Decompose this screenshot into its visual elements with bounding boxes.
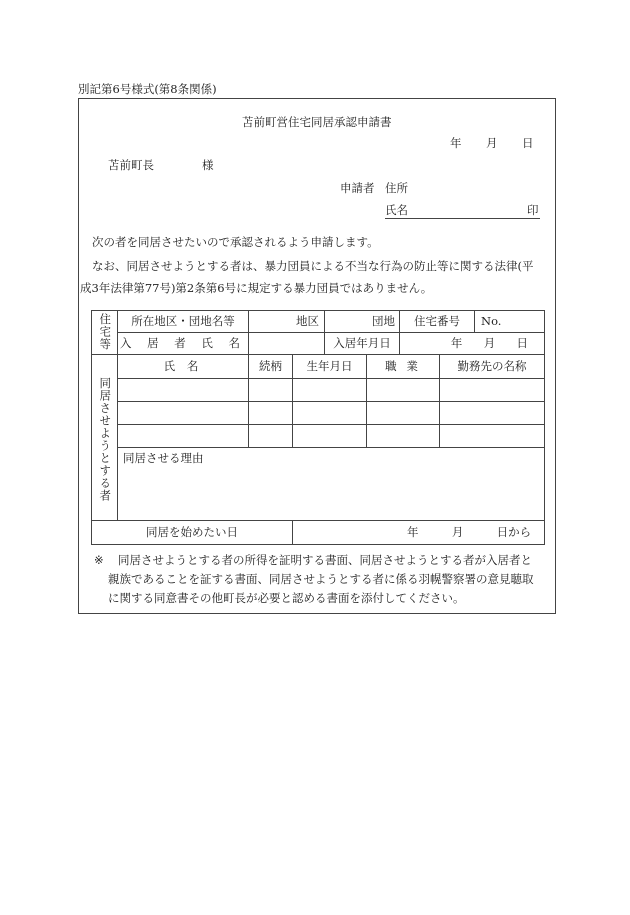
form-label: 別記第6号様式(第8条関係) xyxy=(78,82,217,96)
date-month-label: 月 xyxy=(486,136,498,150)
row-2-name[interactable] xyxy=(118,402,249,425)
move-in-date-label-cell xyxy=(325,333,400,355)
row-3-workplace[interactable] xyxy=(440,425,545,448)
district-label: 地区 xyxy=(296,313,319,328)
addressee-honorific: 様 xyxy=(202,158,214,172)
applicant-address-label: 住所 xyxy=(385,181,408,195)
move-in-day: 日 xyxy=(516,335,528,350)
signature-underline xyxy=(385,218,540,219)
row-2-relation[interactable] xyxy=(249,402,293,425)
no-label: No. xyxy=(481,313,502,328)
applicant-name-label: 氏名 xyxy=(385,203,408,217)
table-row xyxy=(92,425,545,448)
col-header-workplace xyxy=(440,355,545,379)
move-in-month: 月 xyxy=(483,335,496,350)
body-text-1: 次の者を同居させたいので承認されるよう申請します。 xyxy=(92,235,379,249)
row-2-workplace[interactable] xyxy=(440,402,545,425)
resident-name-cell[interactable] xyxy=(249,333,325,355)
row-3-birthdate[interactable] xyxy=(293,425,367,448)
row-1-workplace[interactable] xyxy=(440,379,545,402)
application-table xyxy=(91,310,545,545)
start-date-label-cell xyxy=(92,521,293,545)
applicant-role: 申請者 xyxy=(340,181,375,195)
house-no-cell[interactable] xyxy=(475,311,545,333)
housing-header xyxy=(92,311,118,355)
district-cell[interactable] xyxy=(249,311,325,333)
complex-label: 団地 xyxy=(372,313,395,328)
cohabitant-label: 同居させようとする者 xyxy=(98,377,113,502)
start-date-cell[interactable] xyxy=(293,521,545,545)
complex-cell[interactable] xyxy=(325,311,400,333)
row-1-relation[interactable] xyxy=(249,379,293,402)
col-name-label: 氏 名 xyxy=(163,358,203,373)
col-header-birthdate xyxy=(293,355,367,379)
housing-label: 住宅等 xyxy=(98,312,113,350)
row-3-occupation[interactable] xyxy=(367,425,440,448)
date-year-label: 年 xyxy=(450,136,462,150)
location-label-cell xyxy=(118,311,249,333)
body-text-2a: なお、同居させようとする者は、暴力団員による不当な行為の防止等に関する法律(平 xyxy=(92,259,534,273)
addressee-name: 苫前町長 xyxy=(108,158,154,172)
col-header-occupation xyxy=(367,355,440,379)
row-2-birthdate[interactable] xyxy=(293,402,367,425)
col-relation-label: 続柄 xyxy=(259,358,282,373)
body-text-2b: 成3年法律第77号)第2条第6号に規定する暴力団員ではありません。 xyxy=(80,281,433,295)
reason-field[interactable] xyxy=(118,448,545,521)
house-no-label-cell xyxy=(400,311,475,333)
col-occupation-label: 職 業 xyxy=(385,358,421,373)
date-day-label: 日 xyxy=(522,136,534,150)
row-3-relation[interactable] xyxy=(249,425,293,448)
col-header-name xyxy=(118,355,249,379)
move-in-date-label: 入居年月日 xyxy=(333,335,391,350)
resident-name-label: 入 居 者 氏 名 xyxy=(119,335,247,350)
note-line-3: に関する同意書その他町長が必要と認める書面を添付してください。 xyxy=(108,591,465,605)
start-year: 年 xyxy=(407,524,419,539)
table-row xyxy=(92,402,545,425)
start-month: 月 xyxy=(451,524,464,539)
cohabitant-header xyxy=(92,355,118,521)
location-label: 所在地区・団地名等 xyxy=(131,313,235,328)
start-day: 日から xyxy=(496,524,532,539)
form-title: 苫前町営住宅同居承認申請書 xyxy=(242,115,392,129)
move-in-date-cell[interactable] xyxy=(400,333,545,355)
col-workplace-label: 勤務先の名称 xyxy=(457,358,527,373)
row-1-name[interactable] xyxy=(118,379,249,402)
note-line-1: 同居させようとする者の所得を証明する書面、同居させようとする者が入居者と xyxy=(118,553,532,567)
move-in-year: 年 xyxy=(450,335,463,350)
row-3-name[interactable] xyxy=(118,425,249,448)
row-1-birthdate[interactable] xyxy=(293,379,367,402)
reason-label: 同居させる理由 xyxy=(123,451,204,465)
note-mark: ※ xyxy=(94,553,104,567)
row-1-occupation[interactable] xyxy=(367,379,440,402)
house-no-label: 住宅番号 xyxy=(414,313,460,328)
col-header-relation xyxy=(249,355,293,379)
resident-name-label-cell xyxy=(118,333,249,355)
row-2-occupation[interactable] xyxy=(367,402,440,425)
start-date-label: 同居を始めたい日 xyxy=(146,524,238,539)
col-birthdate-label: 生年月日 xyxy=(306,358,353,373)
seal-mark: 印 xyxy=(527,203,539,217)
table-row xyxy=(92,379,545,402)
note-line-2: 親族であることを証する書面、同居させようとする者に係る羽幌警察署の意見聴取 xyxy=(108,572,534,586)
